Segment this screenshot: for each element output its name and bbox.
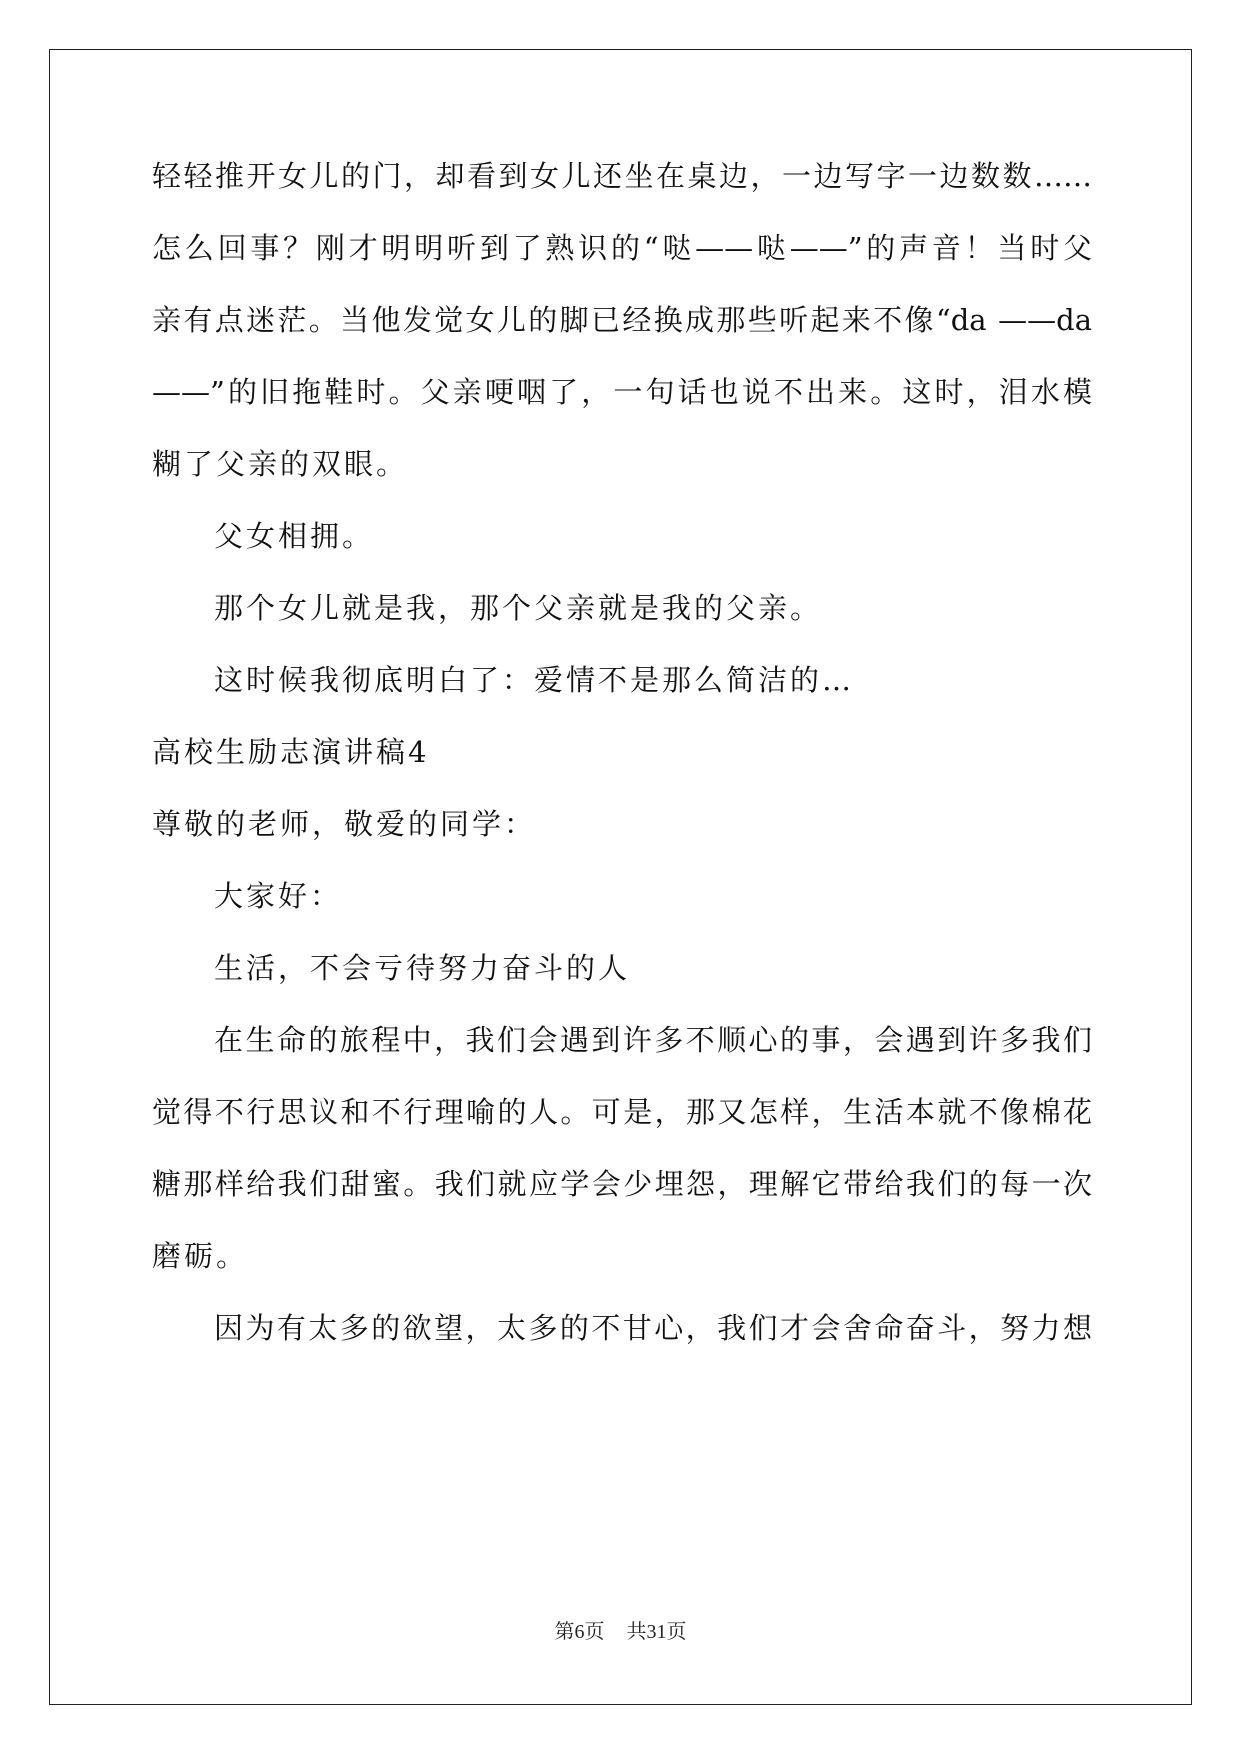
body-line: ——”的旧拖鞋时。父亲哽咽了，一句话也说不出来。这时，泪水模 (152, 375, 1092, 409)
body-line: 糖那样给我们甜蜜。我们就应学会少埋怨，理解它带给我们的每一次 (152, 1167, 1092, 1201)
paragraph-line: 因为有太多的欲望，太多的不甘心，我们才会舍命奋斗，努力想 (214, 1311, 1092, 1345)
page-total: 共31页 (626, 1621, 687, 1643)
page-number: 第6页 (554, 1621, 605, 1643)
body-line: 觉得不行思议和不行理喻的人。可是，那又怎样，生活本就不像棉花 (152, 1095, 1092, 1129)
paragraph-line: 父女相拥。 (214, 519, 375, 553)
body-line: 轻轻推开女儿的门，却看到女儿还坐在桌边，一边写字一边数数…… (152, 159, 1092, 193)
body-line: 糊了父亲的双眼。 (152, 447, 409, 481)
paragraph-line: 那个女儿就是我，那个父亲就是我的父亲。 (214, 591, 823, 625)
body-line: 磨砺。 (152, 1239, 249, 1273)
paragraph-line: 在生命的旅程中，我们会遇到许多不顺心的事，会遇到许多我们 (214, 1023, 1092, 1057)
body-line: 亲有点迷茫。当他发觉女儿的脚已经换成那些听起来不像“da ——da (152, 303, 1092, 337)
page-footer (0, 1620, 1241, 1644)
salutation: 尊敬的老师，敬爱的同学： (152, 807, 537, 841)
greeting: 大家好： (214, 879, 343, 913)
section-heading: 高校生励志演讲稿4 (152, 735, 430, 769)
page-frame (49, 49, 1192, 1705)
paragraph-line: 这时候我彻底明白了：爱情不是那么简洁的… (214, 663, 855, 697)
speech-subtitle: 生活，不会亏待努力奋斗的人 (214, 951, 631, 985)
body-line: 怎么回事？刚才明明听到了熟识的“哒——哒——”的声音！当时父 (152, 231, 1092, 265)
